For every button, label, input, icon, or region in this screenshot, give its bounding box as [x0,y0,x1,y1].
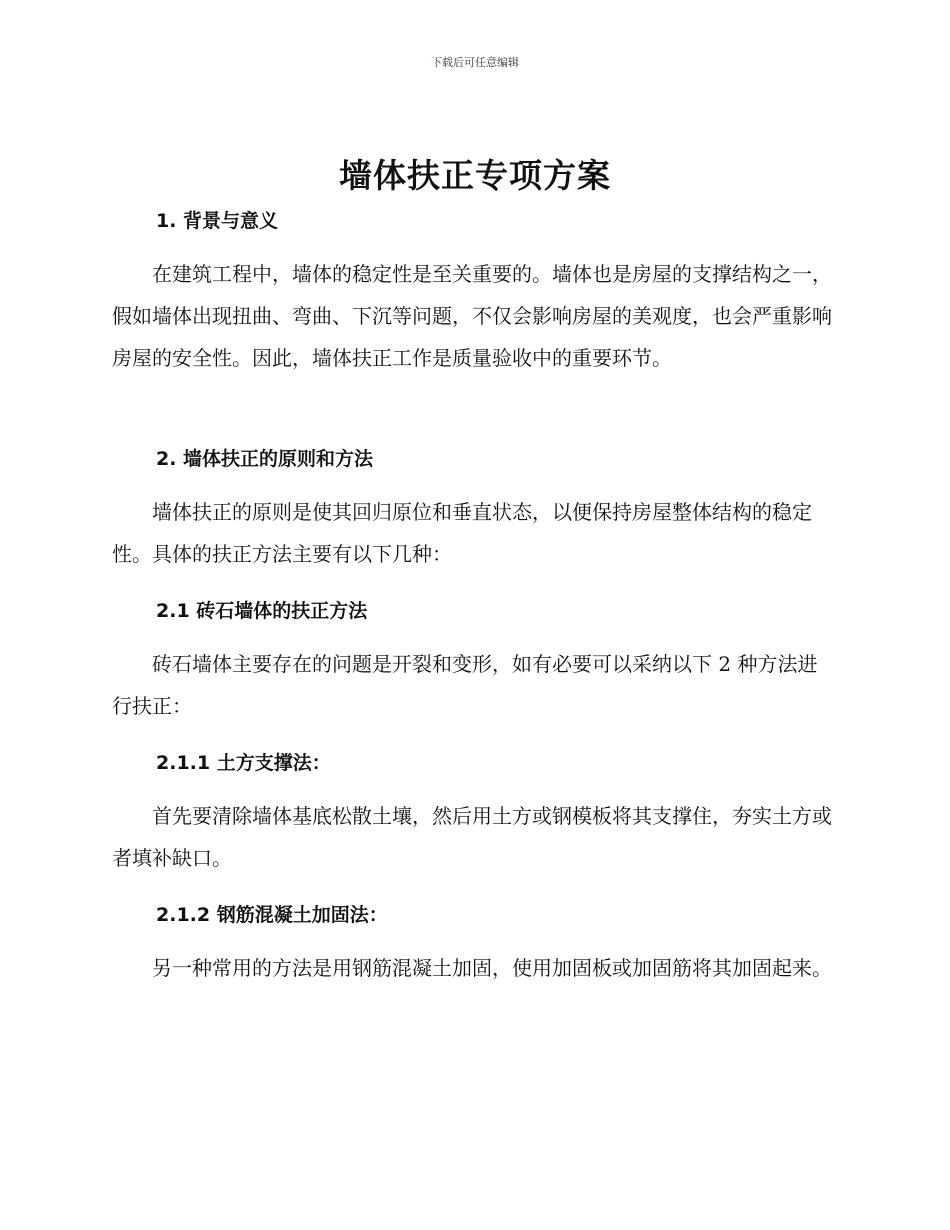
section-heading: 2.1 砖石墙体的扶正方法 [156,600,368,622]
section-paragraph: 首先要清除墙体基底松散土壤，然后用土方或钢模板将其支撑住，夯实土方或者填补缺口。 [112,804,832,870]
section-paragraph: 在建筑工程中，墙体的稳定性是至关重要的。墙体也是房屋的支撑结构之一，假如墙体出现扭曲、弯曲、下沉等问题，不仅会影响房屋的美观度，也会严重影响房屋的安全性。因此，墙体扶正工作是质量验收中的重要环节。 [112,262,832,370]
section-paragraph: 墙体扶正的原则是使其回归原位和垂直状态，以便保持房屋整体结构的稳定性。具体的扶正方法主要有以下几种： [112,500,812,566]
section-heading: 2.1.2 钢筋混凝土加固法： [156,904,388,926]
section-heading: 2. 墙体扶正的原则和方法 [156,448,374,470]
document-title: 墙体扶正专项方案 [339,156,611,195]
section-paragraph: 另一种常用的方法是用钢筋混凝土加固，使用加固板或加固筋将其加固起来。 [152,956,832,980]
section-heading: 1. 背景与意义 [156,210,279,232]
page-header: 下载后可任意编辑 [431,56,519,69]
section-heading: 2.1.1 土方支撑法： [156,752,331,774]
section-paragraph: 砖石墙体主要存在的问题是开裂和变形，如有必要可以采纳以下 2 种方法进行扶正： [112,652,818,718]
